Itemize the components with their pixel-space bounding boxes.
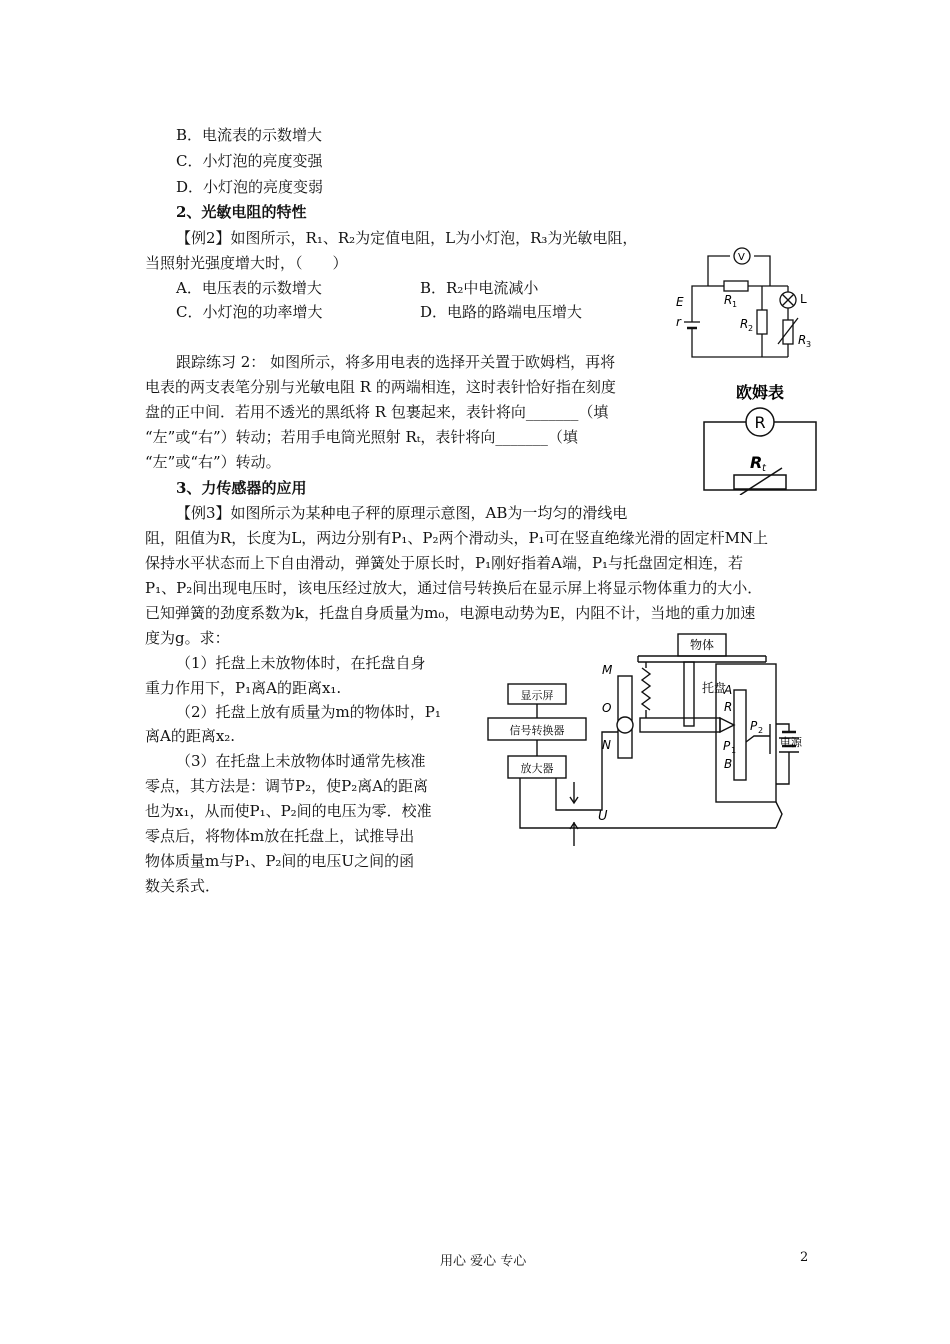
example3-tag: 【例3】: [176, 504, 231, 522]
svg-text:R: R: [724, 700, 733, 714]
footer-center: 用心 爱心 专心: [440, 1254, 527, 1269]
example3-line6: 度为g。求：: [145, 629, 230, 647]
example2-option-d: D．电路的路端电压增大: [420, 303, 583, 321]
question3-line5: 物体质量m与P₁、P₂间的电压U之间的函: [145, 852, 415, 870]
svg-text:P: P: [750, 719, 758, 733]
example3-line5: 已知弹簧的劲度系数为k，托盘自身质量为m₀，电源电动势为E，内阻不计，当地的重力加速: [145, 604, 756, 622]
svg-text:1: 1: [732, 300, 738, 309]
example3-line1: 【例3】如图所示为某种电子秤的原理示意图，AB为一均匀的滑线电: [176, 504, 628, 522]
svg-text:O: O: [602, 701, 612, 715]
svg-text:M: M: [602, 663, 613, 677]
svg-text:A: A: [724, 683, 733, 697]
svg-text:U: U: [598, 809, 608, 824]
circuit-diagram-example2: [670, 240, 830, 370]
track2-line4: “左”或“右”）转动；若用手电筒光照射 Rₜ，表针将向_______（填: [145, 428, 578, 446]
electronic-scale-diagram: [480, 632, 810, 852]
option-b: B．电流表的示数增大: [176, 126, 323, 144]
svg-text:R: R: [750, 453, 763, 472]
track2-line2: 电表的两支表笔分别与光敏电阻 R 的两端相连，这时表针恰好指在刻度: [145, 378, 616, 396]
svg-text:R: R: [724, 293, 733, 307]
page-number: 2: [800, 1250, 809, 1265]
option-d: D．小灯泡的亮度变弱: [176, 178, 324, 196]
svg-text:3: 3: [806, 340, 812, 349]
amplifier-label: 放大器: [520, 762, 554, 775]
svg-text:2: 2: [758, 726, 764, 735]
example2-option-a: A．电压表的示数增大: [176, 279, 322, 297]
voltmeter-label: V: [738, 252, 745, 263]
example2-stem-line1: 【例2】如图所示，R₁、R₂为定值电阻，L为小灯泡，R₃为光敏电阻，: [176, 229, 638, 247]
question3-line2: 零点，其方法是：调节P₂，使P₂离A的距离: [145, 777, 429, 795]
svg-text:1: 1: [731, 746, 737, 755]
svg-text:R: R: [740, 317, 749, 331]
question2-line2: 离A的距离x₂.: [145, 727, 236, 745]
ohmmeter-diagram: [700, 380, 820, 495]
option-c: C．小灯泡的亮度变强: [176, 152, 323, 170]
section3-heading: 3、力传感器的应用: [176, 479, 307, 497]
ohmmeter-title: 欧姆表: [735, 383, 785, 402]
power-label: 电源: [780, 736, 802, 749]
example2-tag: 【例2】: [176, 229, 231, 247]
svg-text:R: R: [798, 333, 807, 347]
track2-line5: “左”或“右”）转动。: [145, 453, 281, 471]
example3-line2: 阻，阻值为R，长度为L，两边分别有P₁、P₂两个滑动头，P₁可在竖直绝缘光滑的固定杆MN上: [145, 529, 769, 547]
object-label: 物体: [689, 638, 715, 652]
question1-line2: 重力作用下，P₁离A的距离x₁.: [145, 679, 342, 697]
question3-line3: 也为x₁，从而使P₁、P₂间的电压为零．校准: [145, 802, 432, 820]
example2-option-c: C．小灯泡的功率增大: [176, 303, 323, 321]
svg-text:2: 2: [748, 324, 754, 333]
svg-text:N: N: [602, 738, 611, 752]
svg-text:B: B: [724, 757, 733, 771]
example3-line3: 保持水平状态而上下自由滑动，弹簧处于原长时，P₁刚好指着A端，P₁与托盘固定相连，若: [145, 554, 744, 572]
example2-stem-line2: 当照射光强度增大时，（ ）: [145, 254, 348, 272]
question1-line1: （1）托盘上未放物体时，在托盘自身: [176, 654, 426, 672]
question2-line1: （2）托盘上放有质量为m的物体时，P₁: [176, 703, 441, 721]
example2-option-b: B．R₂中电流减小: [420, 279, 539, 297]
svg-text:r: r: [676, 315, 681, 329]
track2-line1: 跟踪练习 2： 如图所示，将多用电表的选择开关置于欧姆档，再将: [176, 353, 616, 371]
question3-line6: 数关系式．: [145, 877, 221, 895]
converter-label: 信号转换器: [509, 724, 565, 737]
display-label: 显示屏: [520, 689, 554, 702]
question3-line1: （3）在托盘上未放物体时通常先核准: [176, 752, 426, 770]
svg-text:L: L: [800, 292, 807, 306]
svg-text:t: t: [762, 463, 766, 474]
svg-text:E: E: [676, 295, 684, 309]
question3-line4: 零点后，将物体m放在托盘上，试推导出: [145, 827, 415, 845]
example3-line4: P₁、P₂间出现电压时，该电压经过放大，通过信号转换后在显示屏上将显示物体重力的大小．: [145, 579, 763, 597]
section2-heading: 2、光敏电阻的特性: [176, 203, 307, 221]
svg-text:P: P: [723, 739, 731, 753]
tray-label: 托盘: [702, 681, 727, 695]
meter-symbol: R: [754, 413, 766, 432]
track2-line3: 盘的正中间．若用不透光的黑纸将 R 包裹起来，表针将向_______（填: [145, 403, 609, 421]
